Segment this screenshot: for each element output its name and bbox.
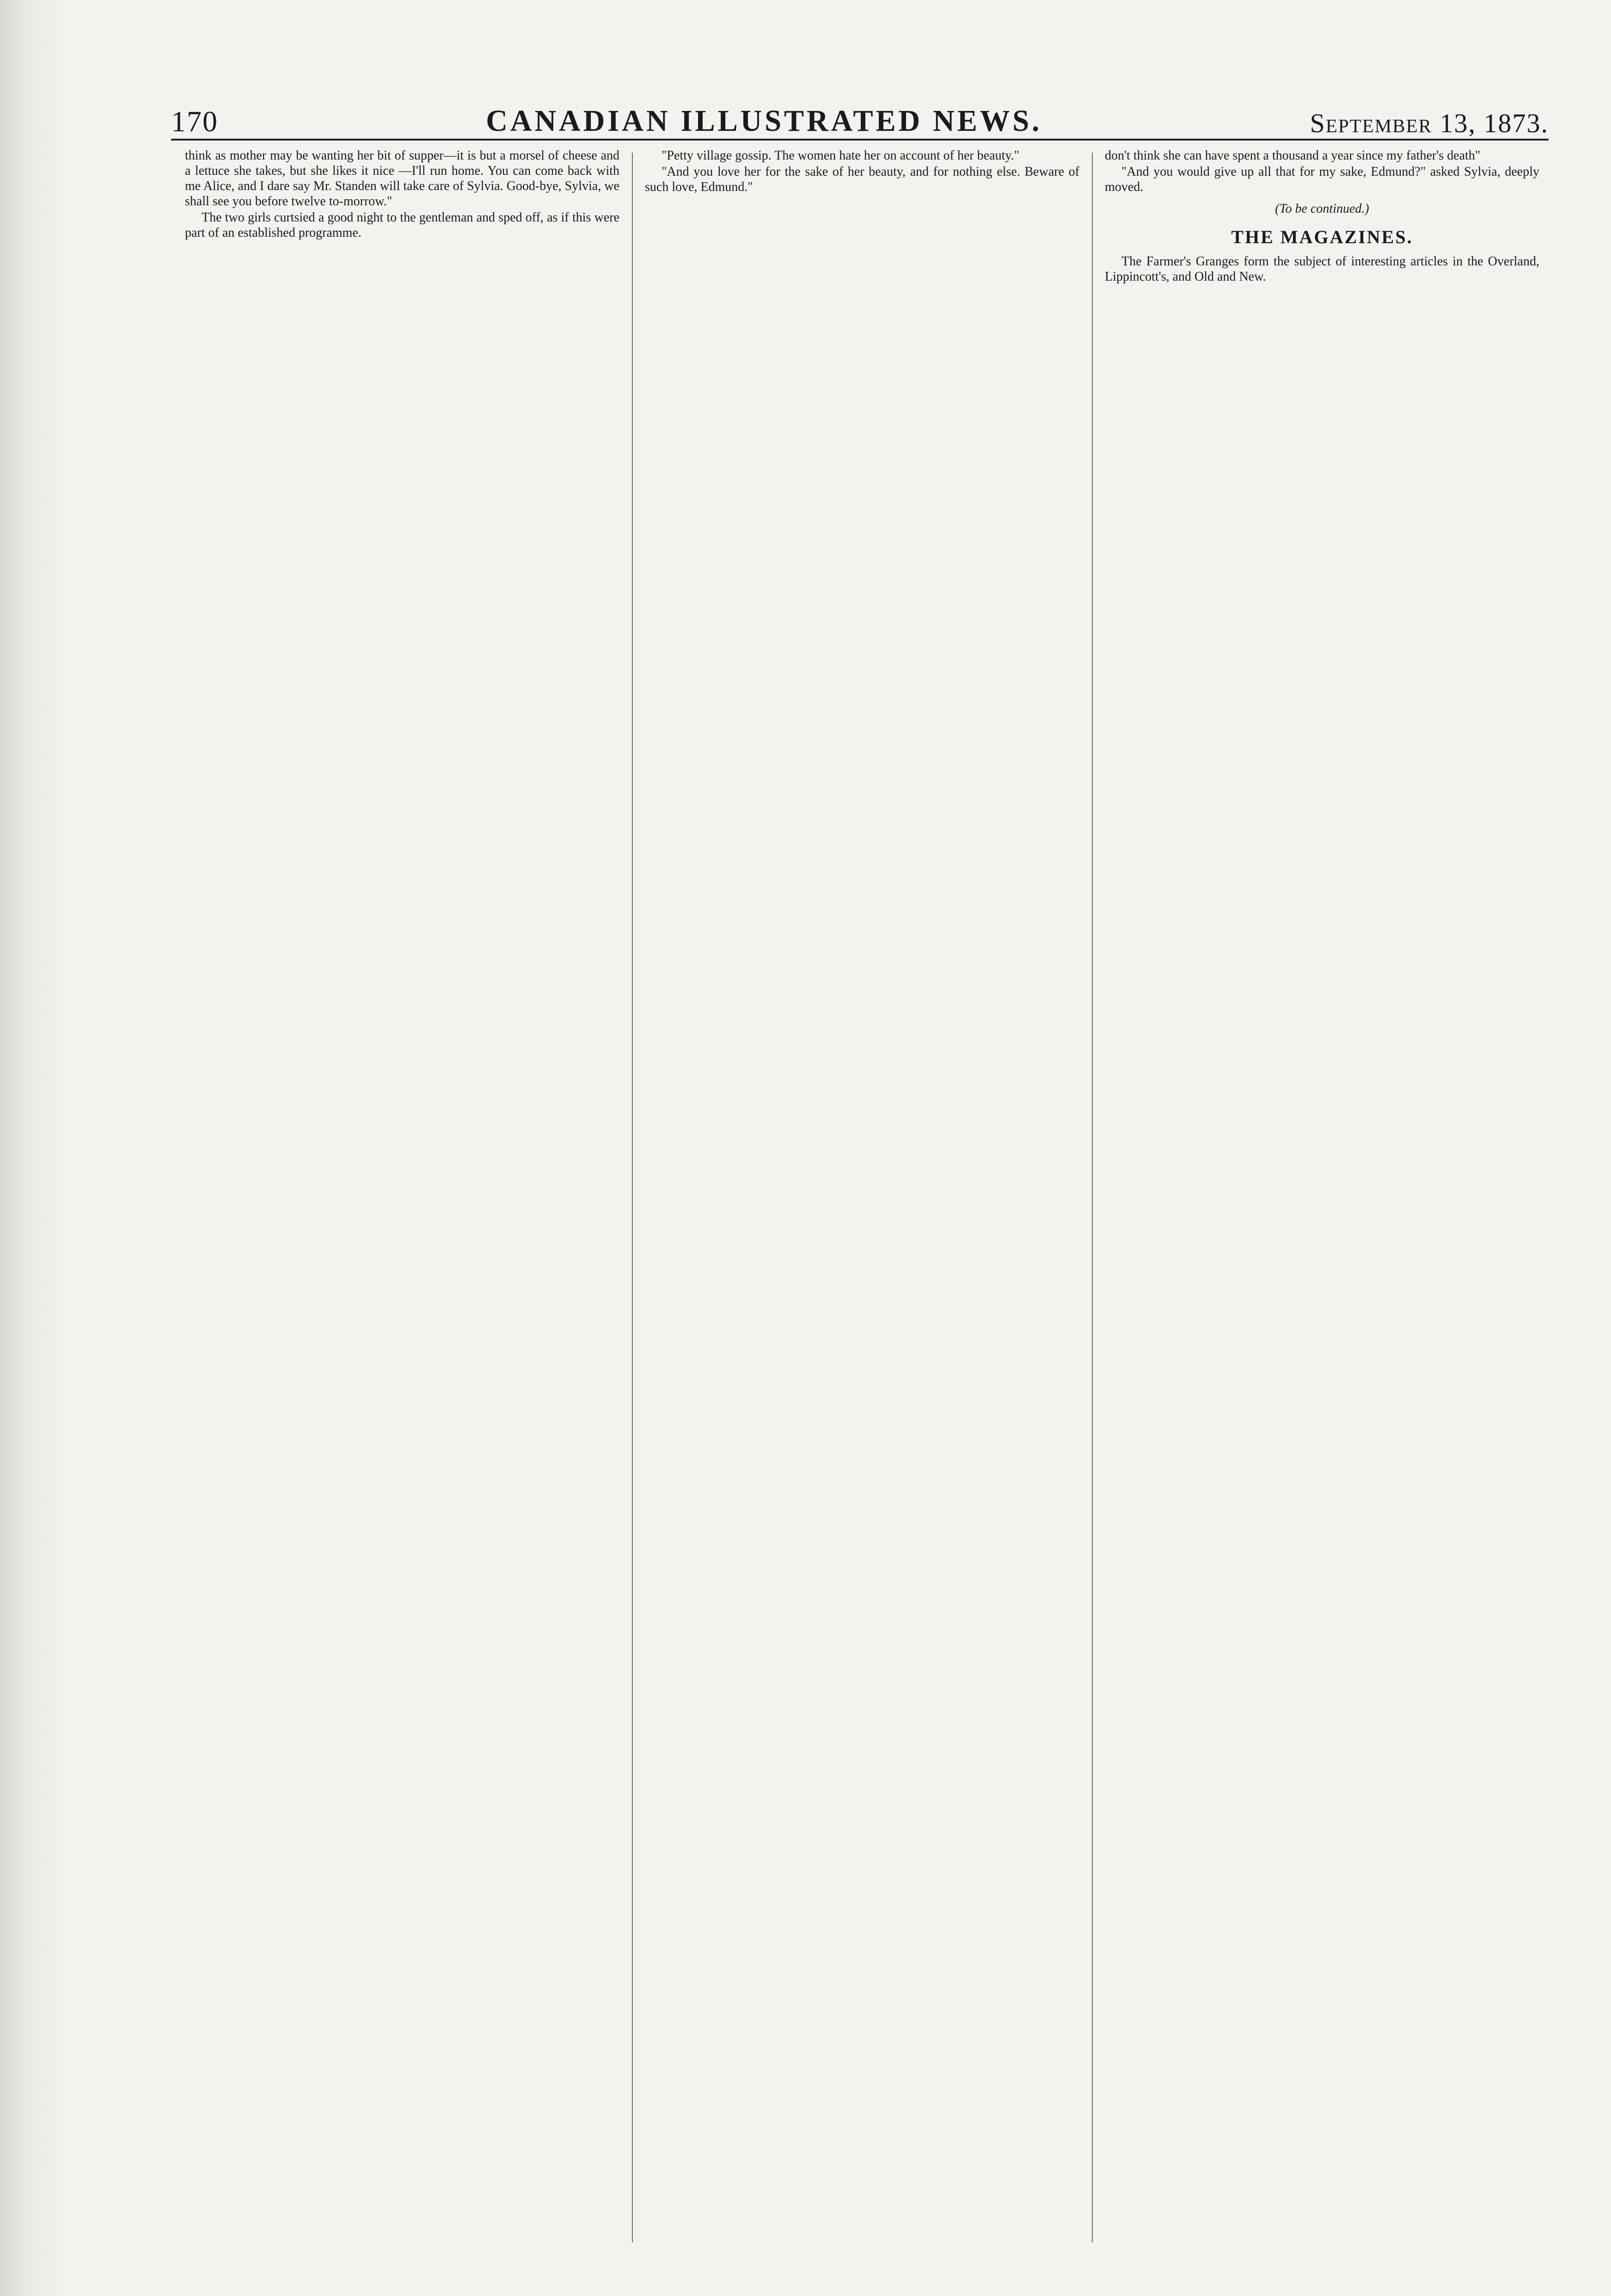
page-header — [171, 88, 1549, 141]
column-divider — [632, 153, 633, 2242]
paragraph: "And you love her for the sake of her beauty, and for nothing else. Beware of such love, Edmund." — [645, 165, 1079, 194]
column-1 — [185, 148, 619, 2247]
page-number: 170 — [171, 105, 218, 138]
paragraph: The two girls curtsied a good night to the gentleman and sped off, as if this were part of an established programme. — [185, 210, 619, 240]
paragraph: think as mother may be wanting her bit of supper—it is but a morsel of cheese and a lettuce she takes, but she likes it nice —I'll run home. You can come back with me Alice, and I dare say Mr. Standen will take care of Sylvia. Good-bye, Sylvia, we shall see you before twelve to-morrow." — [185, 148, 619, 209]
column-2 — [645, 148, 1079, 2247]
paragraph: "Petty village gossip. The women hate her on account of her beauty." — [662, 148, 1019, 163]
column-divider — [1092, 153, 1093, 2242]
to-be-continued: (To be continued.) — [1275, 202, 1369, 216]
masthead-title: CANADIAN ILLUSTRATED NEWS. — [486, 104, 1042, 138]
column-3 — [1105, 148, 1539, 2247]
paragraph: don't think she can have spent a thousand a year since my father's death" — [1105, 148, 1481, 163]
section-heading-magazines: THE MAGAZINES. — [1231, 227, 1413, 247]
paragraph: The Farmer's Granges form the subject of interesting articles in the Overland, Lippincott's, and Old and New. — [1105, 254, 1539, 284]
binding-edge — [0, 0, 69, 2296]
paragraph: "And you would give up all that for my sake, Edmund?" asked Sylvia, deeply moved. — [1105, 165, 1539, 194]
issue-date: September 13, 1873. — [1310, 108, 1549, 138]
